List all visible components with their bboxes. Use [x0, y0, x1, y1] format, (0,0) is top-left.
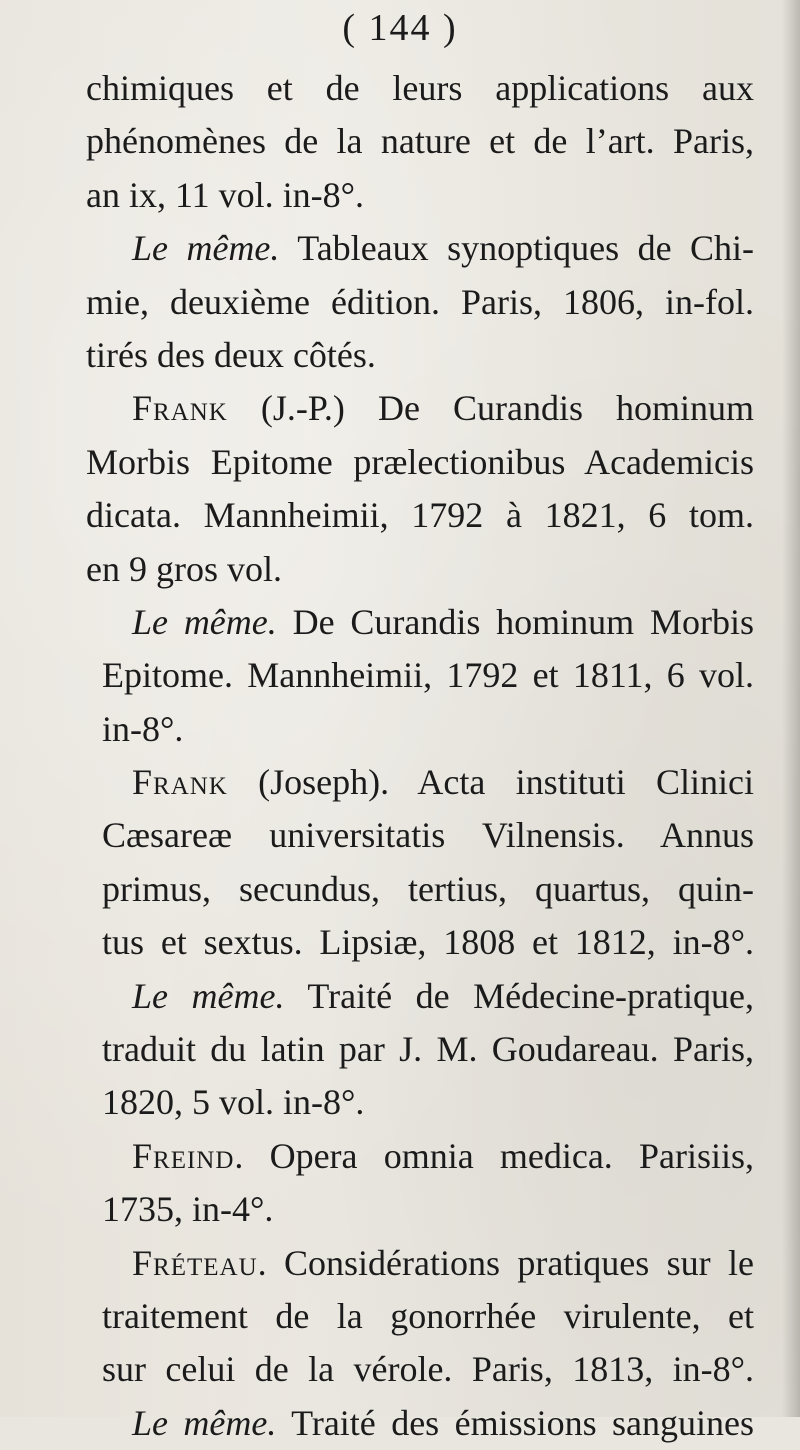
line-text: Traité des émissions sanguines [276, 1402, 754, 1443]
text-line [86, 863, 754, 916]
line-text: (Joseph). Acta instituti Clinici [227, 762, 754, 803]
line-text: 1820, 5 vol. in-8°. [102, 1082, 365, 1123]
line-text: en 9 gros vol. [86, 548, 282, 589]
text-line [86, 1237, 754, 1290]
text-line [86, 1130, 754, 1183]
text-line [86, 1290, 754, 1343]
line-text: mie, deuxième édition. Paris, 1806, in-fol. [86, 281, 754, 322]
text-line [86, 596, 754, 649]
line-text: 1735, in-4°. [102, 1189, 274, 1230]
author-name: Frank [132, 762, 228, 803]
line-text: in-8°. [102, 708, 184, 749]
text-line [86, 703, 754, 756]
line-text: Cæsareæ universitatis Vilnensis. Annus [102, 815, 754, 856]
author-name: Freind [132, 1135, 235, 1176]
text-line [86, 916, 754, 969]
line-text: Epitome. Mannheimii, 1792 et 1811, 6 vol. [102, 655, 754, 696]
text-line [86, 970, 754, 1023]
italic-lead: Le même. [132, 975, 285, 1016]
text-line [86, 809, 754, 862]
text-line [86, 62, 754, 115]
text-line [86, 1023, 754, 1076]
text-line [86, 1076, 754, 1129]
line-text: tirés des deux côtés. [86, 334, 376, 375]
text-line [86, 115, 754, 168]
text-line [86, 1397, 754, 1450]
italic-lead: Le même. [132, 1402, 277, 1443]
text-line [86, 276, 754, 329]
page-edge-shadow [782, 0, 800, 1417]
text-line [86, 1183, 754, 1236]
line-text: traitement de la gonorrhée virulente, et [102, 1295, 754, 1336]
line-text: sur celui de la vérole. Paris, 1813, in-8°. [102, 1349, 754, 1390]
line-text: traduit du latin par J. M. Goudareau. Paris, [102, 1029, 754, 1070]
page-number: ( 144 ) [342, 7, 458, 49]
line-text: Tableaux synoptiques de Chi- [279, 228, 755, 269]
text-line [86, 1343, 754, 1396]
text-line [86, 543, 754, 596]
line-text: phénomènes de la nature et de l’art. Paris, [86, 121, 754, 162]
line-text: De Curandis hominum Morbis [276, 601, 754, 642]
text-line [86, 649, 754, 702]
italic-lead: Le même. [132, 228, 280, 269]
line-text: dicata. Mannheimii, 1792 à 1821, 6 tom. [86, 495, 754, 536]
text-line [86, 382, 754, 435]
italic-lead: Le même. [132, 601, 277, 642]
line-text: tus et sextus. Lipsiæ, 1808 et 1812, in-8°. [102, 922, 754, 963]
line-text: chimiques et de leurs applications aux [86, 68, 754, 108]
text-line [86, 169, 754, 222]
text-line [86, 436, 754, 489]
line-text: Morbis Epitome prælectionibus Academicis [86, 441, 754, 482]
line-text: (J.-P.) De Curandis hominum [227, 388, 754, 429]
author-name: Fréteau [132, 1242, 258, 1283]
bibliography-text [86, 62, 754, 1450]
line-text: primus, secundus, tertius, quartus, quin- [102, 868, 754, 909]
author-name: Frank [132, 388, 228, 429]
text-line [86, 756, 754, 809]
text-line [86, 329, 754, 382]
text-line [86, 222, 754, 275]
line-text: . Considérations pratiques sur le [257, 1242, 754, 1283]
line-text: . Opera omnia medica. Parisiis, [234, 1135, 754, 1176]
line-text: an ix, 11 vol. in-8°. [86, 174, 365, 215]
text-line [86, 489, 754, 542]
line-text: Traité de Médecine-pratique, [284, 975, 754, 1016]
